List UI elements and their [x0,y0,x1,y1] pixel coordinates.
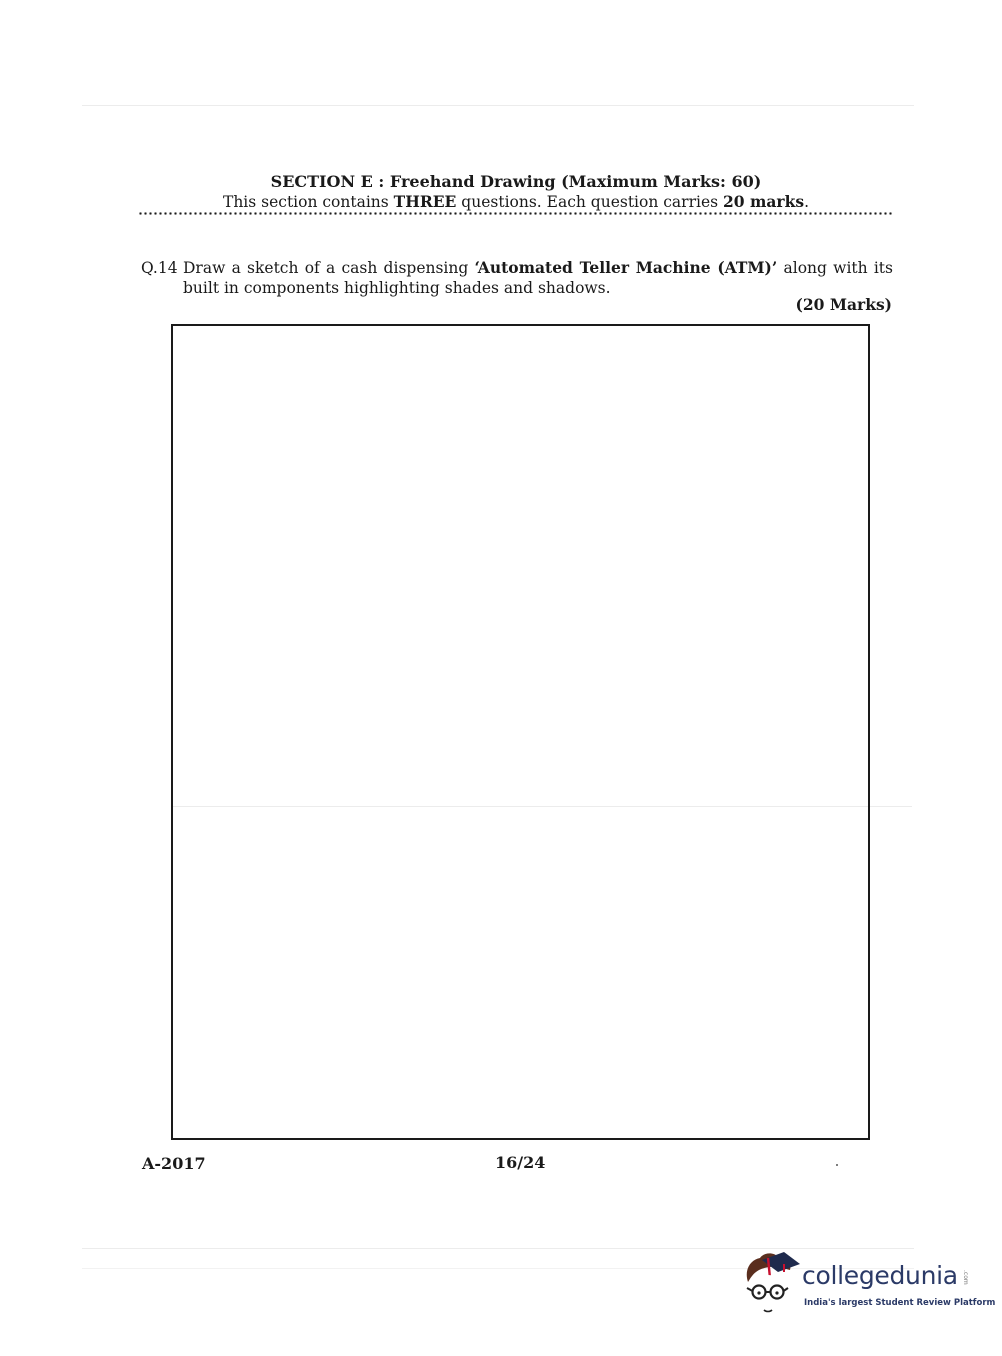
instructions-text: This section contains [222,193,394,211]
question-text-end: along with its built in components highlighting shades and shadows. [183,259,893,297]
top-scan-line [82,105,914,106]
dotted-divider [138,212,892,215]
paper-code: A-2017 [142,1154,206,1173]
page-number: 16/24 [495,1153,546,1172]
section-title: SECTION E : Freehand Drawing (Maximum Marks: 60) [270,172,762,191]
instructions-text-2: questions. Each question carries [456,193,724,211]
collegedunia-logo [742,1248,996,1318]
instructions-end: . [804,193,809,211]
question-subject: ‘Automated Teller Machine (ATM)’ [474,258,778,277]
logo-tagline: India's largest Student Review Platform [804,1298,996,1308]
question-block [141,258,893,298]
logo-domain: .com [962,1270,969,1285]
question-text [183,258,893,298]
section-instructions [0,192,1002,212]
marks-per-question: 20 marks [723,192,805,211]
drawing-answer-box[interactable] [171,324,870,1140]
question-number: Q.14 [141,259,178,277]
scan-speck [836,1164,838,1166]
question-count: THREE [393,192,457,211]
logo-wordmark: collegedunia [802,1261,958,1290]
question-text-start: Draw a sketch of a cash dispensing [183,259,475,277]
student-mascot-icon [742,1248,800,1314]
section-header [0,172,1002,212]
question-marks: (20 Marks) [795,295,892,314]
